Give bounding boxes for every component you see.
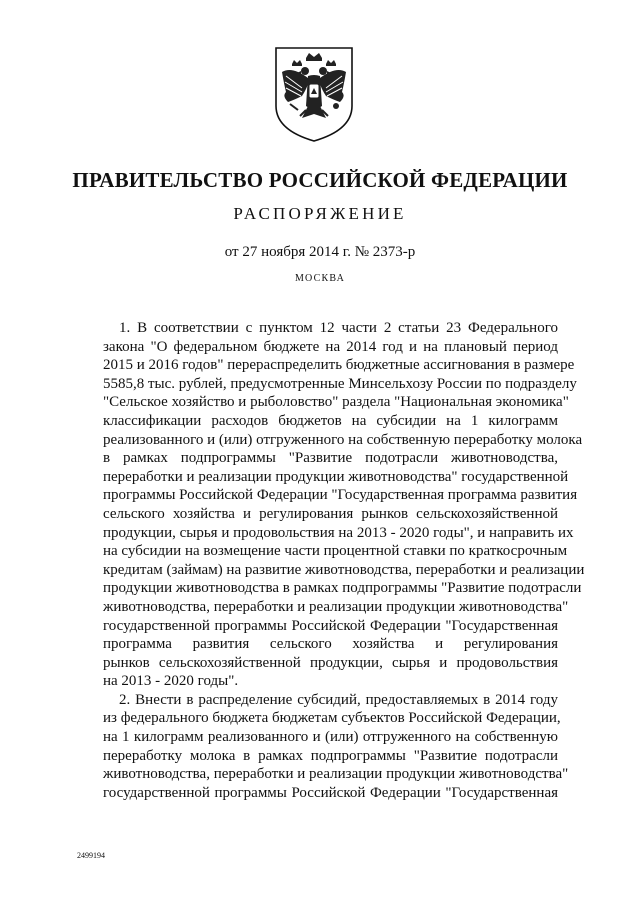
body-line: 1. В соответствии с пунктом 12 части 2 статьи 23 Федерального	[119, 320, 558, 336]
body-line: продукции животноводства в рамках подпрограммы "Развитие подотрасли	[103, 580, 582, 597]
body-line: из федерального бюджета бюджетам субъектов Российской Федерации,	[103, 710, 561, 727]
body-line: классификации расходов бюджетов на субсидии на 1 килограмм	[103, 412, 558, 429]
body-line: 2. Внести в распределение субсидий, предоставляемых в 2014 году	[119, 691, 558, 708]
body-line: рынков сельскохозяйственной продукции, сырья и продовольствия	[103, 654, 558, 671]
document-type: РАСПОРЯЖЕНИЕ	[233, 204, 407, 223]
government-title: ПРАВИТЕЛЬСТВО РОССИЙСКОЙ ФЕДЕРАЦИИ	[72, 168, 568, 192]
russian-coat-of-arms-icon	[272, 44, 356, 144]
body-line: сельского хозяйства и регулирования рынков сельскохозяйственной	[103, 505, 558, 522]
document-date-number: от 27 ноября 2014 г. № 2373-р	[224, 244, 416, 260]
body-line: переработки и реализации продукции животноводства" государственной	[103, 468, 569, 485]
body-line: программа развития сельского хозяйства и регулирования	[103, 636, 558, 653]
body-line: "Сельское хозяйство и рыболовство" раздела "Национальная экономика"	[103, 394, 569, 411]
body-line: закона "О федеральном бюджете на 2014 год и на плановый период	[103, 338, 558, 355]
document-body	[103, 319, 585, 802]
body-line: на субсидии на возмещение части процентной ставки по краткосрочным	[103, 543, 568, 560]
body-line: 5585,8 тыс. рублей, предусмотренные Минсельхозу России по подразделу	[103, 375, 577, 392]
body-line: переработку молока в рамках подпрограммы "Развитие подотрасли	[103, 747, 558, 764]
body-line: государственной программы Российской Федерации "Государственная	[103, 784, 558, 801]
body-line: в рамках подпрограммы "Развитие подотрасли животноводства,	[103, 450, 558, 467]
body-line: реализованного и (или) отгруженного на собственную переработку молока	[103, 431, 583, 448]
body-line: программы Российской Федерации "Государственная программа развития	[103, 487, 578, 504]
body-line: государственной программы Российской Федерации "Государственная	[103, 617, 558, 634]
body-line: 2015 и 2016 годов" перераспределить бюджетные ассигнования в размере	[103, 357, 575, 374]
body-line: на 1 килограмм реализованного и (или) отгруженного на собственную	[103, 729, 558, 746]
body-line: продукции, сырья и продовольствия на 2013 - 2020 годы", и направить их	[103, 524, 574, 541]
body-line: кредитам (займам) на развитие животноводства, переработки и реализации	[103, 561, 585, 578]
body-line: животноводства, переработки и реализации продукции животноводства"	[103, 766, 569, 783]
document-code: 2499194	[77, 851, 105, 860]
body-line: на 2013 - 2020 годы".	[103, 673, 239, 690]
document-city: МОСКВА	[294, 273, 346, 284]
body-line: животноводства, переработки и реализации продукции животноводства"	[103, 598, 569, 615]
